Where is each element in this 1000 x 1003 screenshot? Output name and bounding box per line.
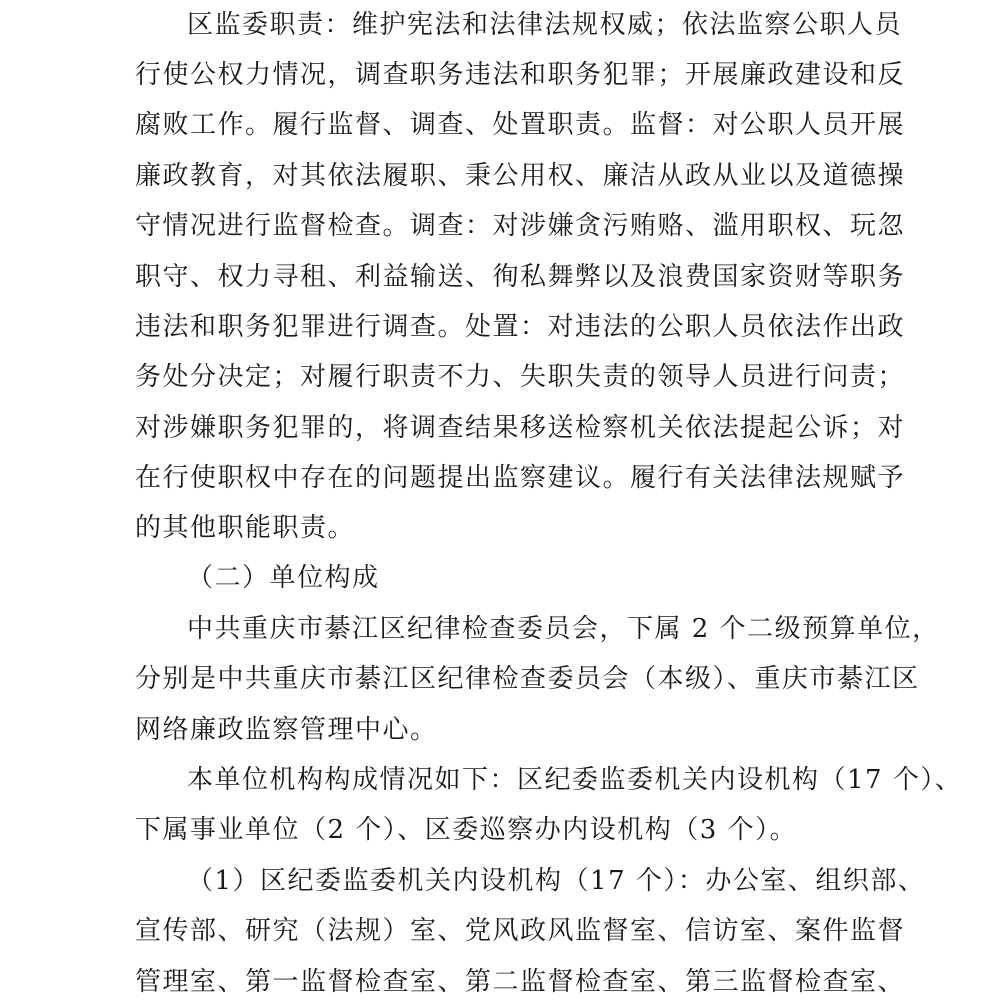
text-line: 在行使职权中存在的问题提出监察建议。履行有关法律法规赋予: [135, 463, 906, 493]
text-line: 对涉嫌职务犯罪的，将调查结果移送检察机关依法提起公诉；对: [135, 413, 906, 443]
text-line: 中共重庆市綦江区纪律检查委员会，下属 2 个二级预算单位，: [187, 614, 940, 644]
text-line: 下属事业单位（2 个）、区委巡察办内设机构（3 个）。: [135, 815, 798, 845]
text-line: 务处分决定；对履行职责不力、失职失责的领导人员进行问责；: [135, 362, 906, 392]
text-line: 管理室、第一监督检查室、第二监督检查室、第三监督检查室、: [135, 967, 906, 997]
text-line: （1）区纪委监委机关内设机构（17 个）：办公室、组织部、: [187, 866, 926, 896]
text-line: 网络廉政监察管理中心。: [135, 715, 438, 745]
text-line: 宣传部、研究（法规）室、党风政风监督室、信访室、案件监督: [135, 916, 906, 946]
text-line: 的其他职能职责。: [135, 513, 356, 543]
section-heading: （二）单位构成: [187, 563, 380, 593]
text-line: 本单位机构构成情况如下：区纪委监委机关内设机构（17 个）、: [187, 765, 963, 795]
text-line: 廉政教育，对其依法履职、秉公用权、廉洁从政从业以及道德操: [135, 161, 906, 191]
text-line: 分别是中共重庆市綦江区纪律检查委员会（本级）、重庆市綦江区: [135, 664, 920, 694]
text-line: 区监委职责：维护宪法和法律法规权威；依法监察公职人员: [187, 10, 903, 40]
text-line: 行使公权力情况，调查职务违法和职务犯罪；开展廉政建设和反: [135, 60, 906, 90]
text-line: 腐败工作。履行监督、调查、处置职责。监督：对公职人员开展: [135, 110, 906, 140]
text-line: 职守、权力寻租、利益输送、徇私舞弊以及浪费国家资财等职务: [135, 262, 906, 292]
text-line: 守情况进行监督检查。调查：对涉嫌贪污贿赂、滥用职权、玩忽: [135, 211, 906, 241]
text-line: 违法和职务犯罪进行调查。处置：对违法的公职人员依法作出政: [135, 312, 906, 342]
